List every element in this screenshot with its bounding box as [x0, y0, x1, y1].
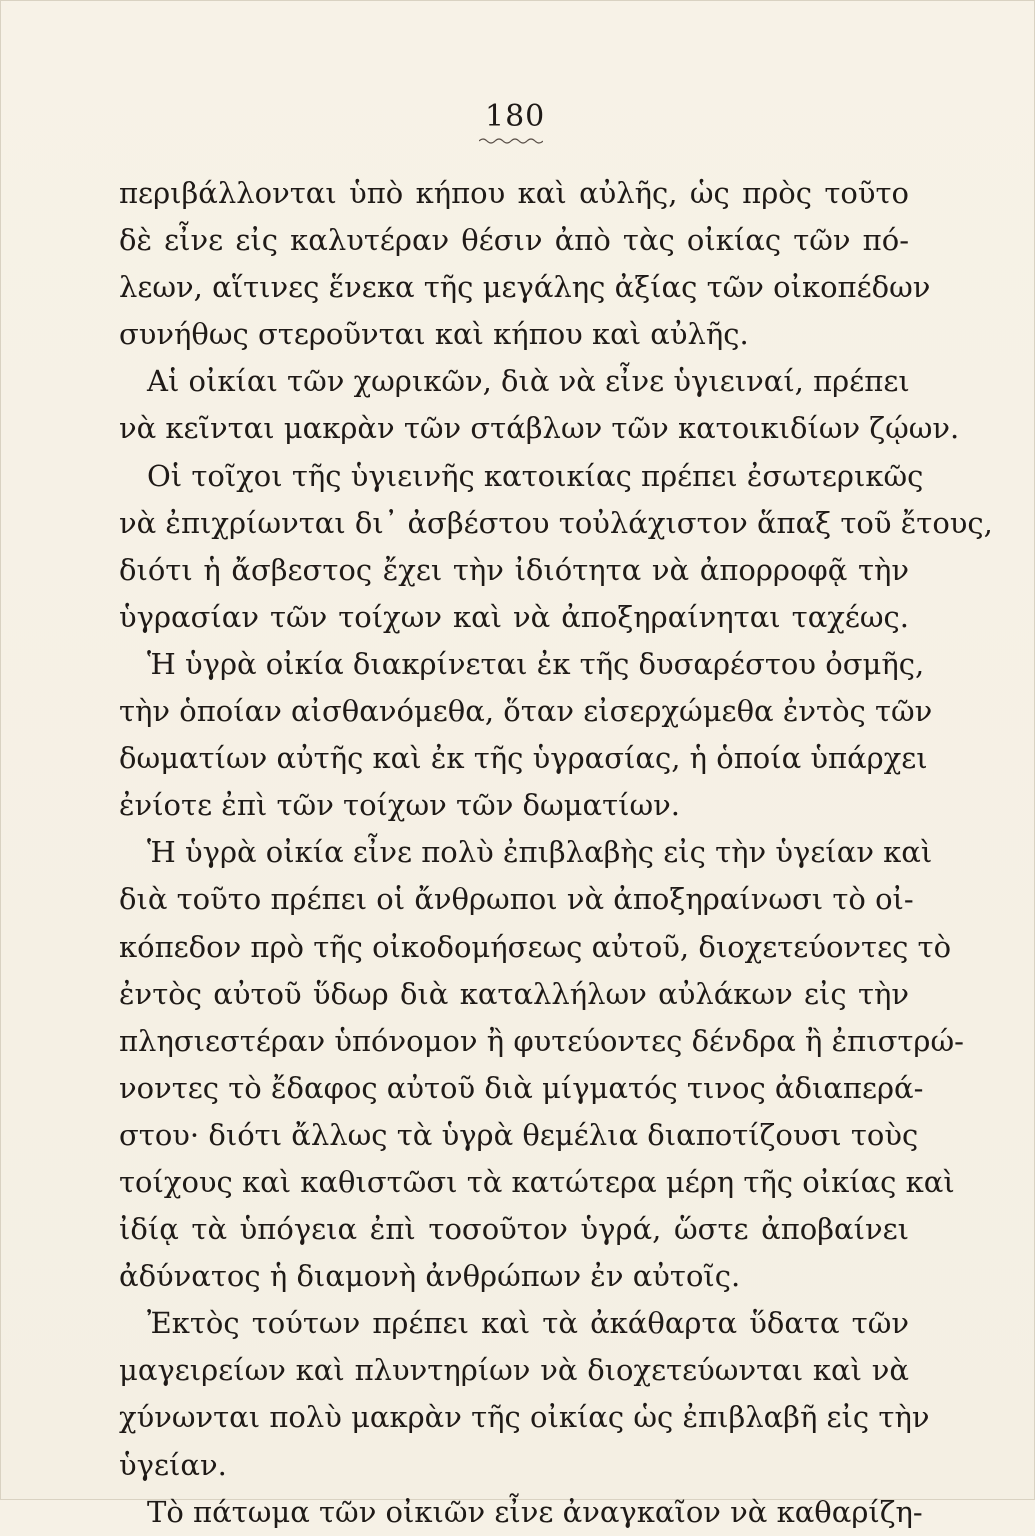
- text-line: νὰ ἐπιχρίωνται δι᾽ ἀσβέστου τοὐλάχιστον ἅπαξ τοῦ ἔτους,: [119, 505, 993, 540]
- text-line: διότι ἡ ἄσβεστος ἔχει τὴν ἰδιότητα νὰ ἀπορροφᾷ τὴν: [119, 552, 909, 587]
- text-line: δωματίων αὐτῆς καὶ ἐκ τῆς ὑγρασίας, ἡ ὁποία ὑπάρχει: [119, 741, 928, 776]
- text-line: τὴν ὁποίαν αἰσθανόμεθα, ὅταν εἰσερχώμεθα ἐντὸς τῶν: [119, 694, 933, 729]
- text-line: Ἡ ὑγρὰ οἰκία διακρίνεται ἐκ τῆς δυσαρέστου ὀσμῆς,: [147, 646, 925, 681]
- text-line: ἐντὸς αὐτοῦ ὕδωρ διὰ καταλλήλων αὐλάκων εἰς τὴν: [119, 976, 909, 1011]
- text-line: κόπεδον πρὸ τῆς οἰκοδομήσεως αὐτοῦ, διοχετεύοντες τὸ: [119, 929, 952, 964]
- body-text: [119, 170, 993, 1536]
- text-line: χύνωνται πολὺ μακρὰν τῆς οἰκίας ὡς ἐπιβλαβῆ εἰς τὴν: [119, 1400, 930, 1435]
- text-line: τοίχους καὶ καθιστῶσι τὰ κατώτερα μέρη τῆς οἰκίας καὶ: [119, 1164, 955, 1199]
- text-line: περιβάλλονται ὑπὸ κήπου καὶ αὐλῆς, ὡς πρὸς τοῦτο: [119, 176, 909, 210]
- text-line: Οἱ τοῖχοι τῆς ὑγιεινῆς κατοικίας πρέπει ἐσωτερικῶς: [147, 458, 924, 493]
- text-line: λεων, αἵτινες ἕνεκα τῆς μεγάλης ἀξίας τῶν οἰκοπέδων: [119, 270, 931, 305]
- text-line: μαγειρείων καὶ πλυντηρίων νὰ διοχετεύωνται καὶ νὰ: [119, 1353, 909, 1388]
- page-number: 180: [485, 99, 546, 134]
- text-line: νοντες τὸ ἔδαφος αὐτοῦ διὰ μίγματός τινος ἀδιαπερά-: [119, 1070, 924, 1105]
- text-line: Αἱ οἰκίαι τῶν χωρικῶν, διὰ νὰ εἶνε ὑγιειναί, πρέπει: [147, 364, 910, 399]
- wavy-underline-ornament: [479, 137, 543, 145]
- text-line: δὲ εἶνε εἰς καλυτέραν θέσιν ἀπὸ τὰς οἰκίας τῶν πό-: [119, 223, 909, 258]
- text-line: πλησιεστέραν ὑπόνομον ἢ φυτεύοντες δένδρα ἢ ἐπιστρώ-: [119, 1023, 964, 1058]
- text-line: διὰ τοῦτο πρέπει οἱ ἄνθρωποι νὰ ἀποξηραίνωσι τὸ οἰ-: [119, 882, 914, 917]
- text-line: ὑγείαν.: [119, 1447, 227, 1482]
- text-line: Τὸ πάτωμα τῶν οἰκιῶν εἶνε ἀναγκαῖον νὰ καθαρίζη-: [147, 1494, 923, 1529]
- text-line: στου· διότι ἄλλως τὰ ὑγρὰ θεμέλια διαποτίζουσι τοὺς: [119, 1117, 919, 1152]
- text-line: ἀδύνατος ἡ διαμονὴ ἀνθρώπων ἐν αὐτοῖς.: [119, 1259, 741, 1294]
- text-line: συνήθως στεροῦνται καὶ κήπου καὶ αὐλῆς.: [119, 317, 749, 352]
- text-line: ἐνίοτε ἐπὶ τῶν τοίχων τῶν δωματίων.: [119, 788, 680, 823]
- text-line: ἰδίᾳ τὰ ὑπόγεια ἐπὶ τοσοῦτον ὑγρά, ὥστε ἀποβαίνει: [119, 1212, 909, 1247]
- text-line: ὑγρασίαν τῶν τοίχων καὶ νὰ ἀποξηραίνηται ταχέως.: [119, 599, 909, 634]
- text-line: νὰ κεῖνται μακρὰν τῶν στάβλων τῶν κατοικιδίων ζῴων.: [119, 411, 960, 446]
- text-line: Ἐκτὸς τούτων πρέπει καὶ τὰ ἀκάθαρτα ὕδατα τῶν: [147, 1306, 909, 1341]
- text-line: Ἡ ὑγρὰ οἰκία εἶνε πολὺ ἐπιβλαβὴς εἰς τὴν ὑγείαν καὶ: [147, 835, 933, 870]
